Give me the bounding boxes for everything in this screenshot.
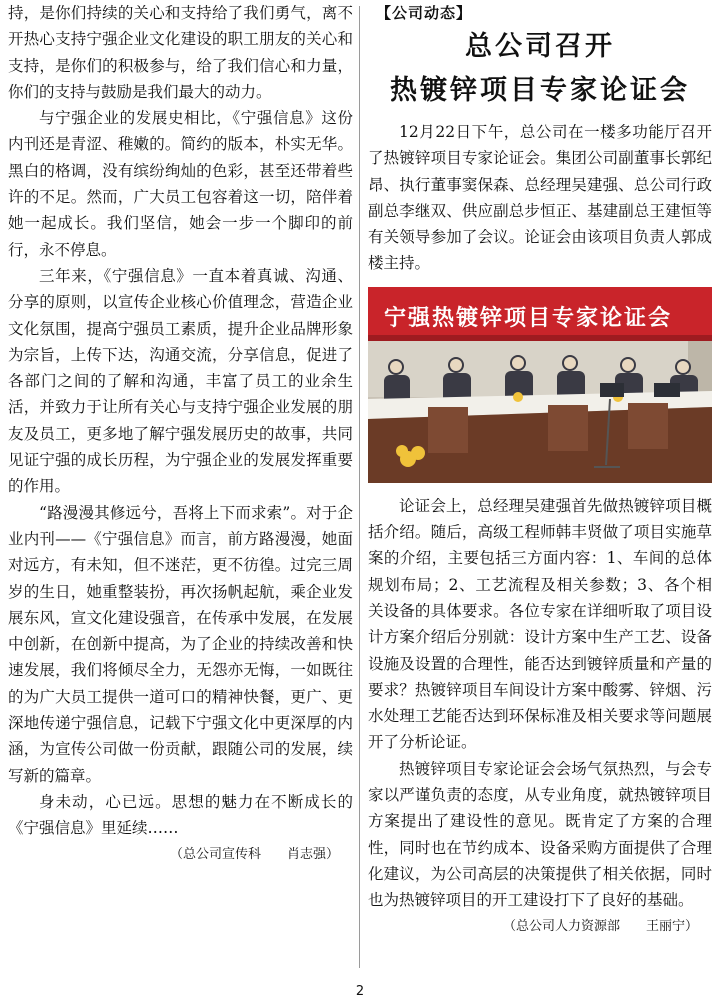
right-column [368,0,712,985]
intro-paragraph: 12月22日下午，总公司在一楼多功能厅召开了热镀锌项目专家论证会。集团公司副董事长郭纪昂、执行董事窦保森、总经理吴建强、总公司行政副总李继双、供应副总步恒正、基建副总王建恒等有关领导参加了会议。论证会由该项目负责人郭成楼主持。 [368,123,712,273]
meeting-photo [368,287,712,483]
left-paragraph-1: 持，是你们持续的关心和支持给了我们勇气，离不开热心支持宁强企业文化建设的职工朋友的关心和支持，是你们的积极参与，给了我们信心和力量，你们的支持与鼓励是我们最大的动力。 [8,4,353,101]
left-paragraph-2: 与宁强企业的发展史相比，《宁强信息》这份内刊还是青涩、稚嫩的。简约的版本，朴实无华。黑白的格调，没有缤纷绚灿的色彩，甚至还带着些许的不足。然而，广大员工包容着这一切，陪伴着她一起成长。我们坚信，她会一步一个脚印的前行，永不停息。 [8,109,353,259]
column-divider [359,6,360,968]
left-signature: （总公司宣传科 肖志强） [169,846,339,862]
page-number: 2 [355,984,365,999]
right-paragraph-1: 论证会上，总经理吴建强首先做热镀锌项目概括介绍。随后，高级工程师韩丰贤做了项目实施草案的介绍，主要包括三方面内容：1、车间的总体规划布局；2、工艺流程及相关参数；3、各个相关设备的具体要求。各位专家在详细听取了项目设计方案介绍后分别就：设计方案中生产工艺、设备设施及设置的合理性，能否达到镀锌质量和产量的要求？热镀锌项目车间设计方案中酸雾、锌烟、污水处理工艺能否达到环保标准及相关要求等问题展开了分析论证。 [368,496,712,752]
left-paragraph-5: 身未动，心已远。思想的魅力在不断成长的《宁强信息》里延续…… [8,792,353,838]
left-paragraph-3: 三年来，《宁强信息》一直本着真诚、沟通、分享的原则，以宣传企业核心价值理念，营造企业文化氛围，提高宁强员工素质，提升企业品牌形象为宗旨，上传下达，沟通交流，分享信息，促进了各部门之间的了解和沟通，丰富了员工的业余生活，并致力于让所有关心与支持宁强企业发展的朋友及员工，更多地了解宁强发展历史的故事，共同见证宁强的成长历程，为宁强企业的发展发挥重要的作用。 [8,266,353,496]
right-signature: （总公司人力资源部 王丽宁） [502,918,698,934]
section-tag: 【公司动态】 [376,4,473,22]
headline-line-2: 热镀锌项目专家论证会 [390,75,690,106]
headline-line-1: 总公司召开 [465,31,615,62]
left-column [8,0,353,985]
photo-banner-text: 宁强热镀锌项目专家论证会 [383,305,672,331]
left-paragraph-4: “路漫漫其修远兮，吾将上下而求索”。对于企业内刊——《宁强信息》而言，前方路漫漫，她面对远方，有未知，但不迷茫，更不彷徨。过完三周岁的生日，她重整装扮，再次扬帆起航，乘企业发展东风，宣文化建设强音，在传承中发展，在发展中创新，在创新中提高，为了企业的持续改善和快速发展，我们将倾尽全力，无怨亦无悔，一如既往的为广大员工提供一道可口的精神快餐，更广、更深地传递宁强信息，记载下宁强文化中更深厚的内涵，为宣传公司做一份贡献，跟随公司的发展，续写新的篇章。 [8,503,353,785]
right-paragraph-2: 热镀锌项目专家论证会会场气氛热烈，与会专家以严谨负责的态度，从专业角度，就热镀锌项目方案提出了建设性的意见。既肯定了方案的合理性，同时也在节约成本、设备采购方面提供了合理化建议，为公司高层的决策提供了相关依据，同时也为热镀锌项目的开工建设打下了良好的基础。 [368,759,712,910]
